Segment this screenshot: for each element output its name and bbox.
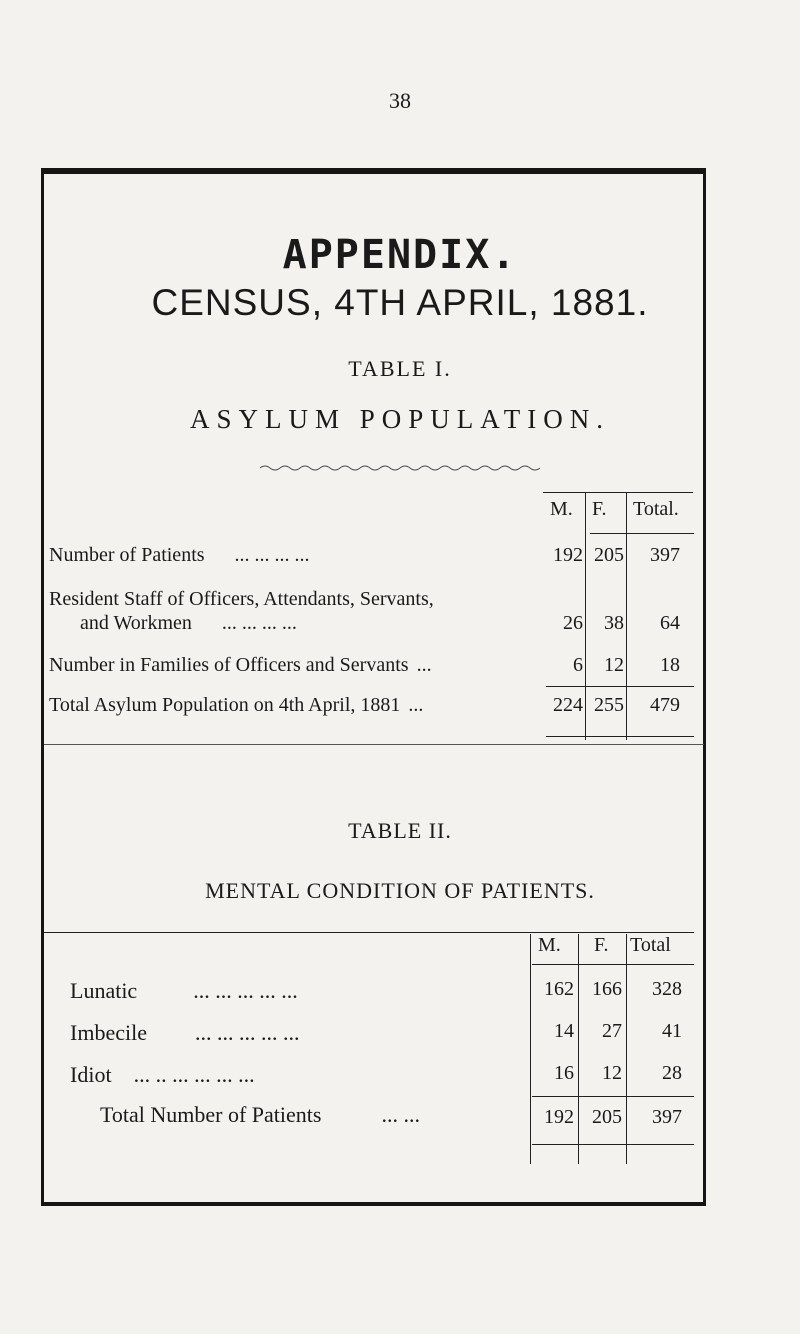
cell-f: 205 (594, 544, 624, 566)
wavy-divider (260, 462, 540, 472)
table1-bottom-rule (546, 736, 694, 737)
cell-m: 26 (563, 612, 583, 634)
table2-bottom-rule (532, 1144, 694, 1145)
row-label: Resident Staff of Officers, Attendants, Servants, (49, 588, 434, 610)
table1-label: TABLE I. (348, 356, 452, 381)
frame-bottom-rule (41, 1202, 706, 1206)
table1-sum-rule (546, 686, 694, 687)
cell-m: 14 (554, 1020, 574, 1042)
table1-col-rule-2 (626, 492, 627, 740)
table2-col-rule-1 (578, 934, 579, 1164)
table2-top-rule (44, 932, 694, 933)
table2-sum-rule (532, 1096, 694, 1097)
row-label: Total Asylum Population on 4th April, 1881 ... (49, 694, 424, 716)
cell-m: 6 (573, 654, 583, 676)
table2-header-m: M. (538, 934, 561, 956)
cell-m: 192 (544, 1106, 574, 1128)
cell-total: 41 (662, 1020, 682, 1042)
cell-total: 18 (660, 654, 680, 676)
table2-header-underline (532, 964, 694, 965)
cell-m: 16 (554, 1062, 574, 1084)
cell-total: 28 (662, 1062, 682, 1084)
table2-header-f: F. (594, 934, 609, 956)
table1-header-top-rule (543, 492, 693, 493)
cell-f: 255 (594, 694, 624, 716)
row-label: Total Number of Patients ... ... (100, 1102, 420, 1127)
page-number: 38 (389, 88, 411, 113)
cell-f: 205 (592, 1106, 622, 1128)
table2-col-rule-2 (626, 934, 627, 1164)
cell-total: 328 (652, 978, 682, 1000)
cell-f: 12 (602, 1062, 622, 1084)
cell-f: 38 (604, 612, 624, 634)
cell-f: 12 (604, 654, 624, 676)
table2-title: MENTAL CONDITION OF PATIENTS. (205, 878, 595, 903)
cell-f: 166 (592, 978, 622, 1000)
census-title: CENSUS, 4TH APRIL, 1881. (151, 282, 649, 323)
cell-f: 27 (602, 1020, 622, 1042)
cell-total: 397 (652, 1106, 682, 1128)
table1-header-m: M. (550, 498, 573, 520)
table1-header-total: Total. (633, 498, 679, 520)
cell-total: 479 (650, 694, 680, 716)
section-divider (44, 744, 704, 745)
row-label: Number of Patients ... ... ... ... (49, 544, 310, 566)
table2-col-rule-0 (530, 934, 531, 1164)
cell-m: 192 (553, 544, 583, 566)
cell-m: 224 (553, 694, 583, 716)
table2-header-total: Total (630, 934, 671, 956)
appendix-title: APPENDIX. (282, 232, 518, 278)
row-label-continued: and Workmen ... ... ... ... (80, 612, 297, 634)
table1-header-f: F. (592, 498, 607, 520)
table2-label: TABLE II. (348, 818, 452, 843)
cell-m: 162 (544, 978, 574, 1000)
row-label: Lunatic ... ... ... ... ... (70, 978, 298, 1003)
frame-top-rule (41, 168, 706, 174)
cell-total: 397 (650, 544, 680, 566)
row-label: Number in Families of Officers and Servants ... (49, 654, 432, 676)
row-label: Idiot ... .. ... ... ... ... (70, 1062, 255, 1087)
row-label: Imbecile ... ... ... ... ... (70, 1020, 300, 1045)
table1-header-underline (590, 533, 694, 534)
cell-total: 64 (660, 612, 680, 634)
table1-title: ASYLUM POPULATION. (189, 404, 611, 434)
